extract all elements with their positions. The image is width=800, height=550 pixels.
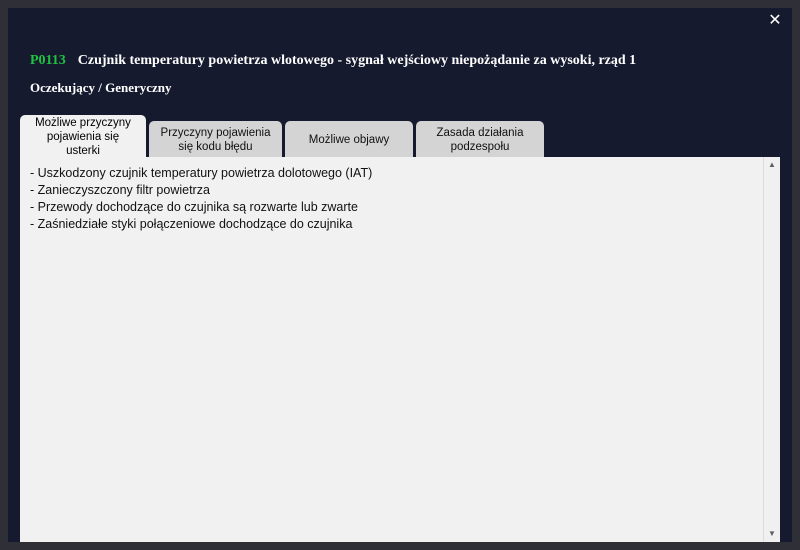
list-item: - Zanieczyszczony filtr powietrza (30, 183, 210, 197)
tab-operating-principle[interactable] (416, 121, 544, 157)
list-item: - Przewody dochodzące do czujnika są rozwarte lub zwarte (30, 200, 358, 214)
tab-possible-causes-line2: pojawienia się usterki (46, 131, 120, 157)
dialog-titlebar (8, 8, 792, 34)
tab-code-reasons-line2: się kodu błędu (178, 141, 253, 153)
fault-code-line (30, 52, 792, 69)
tab-bar (20, 115, 547, 157)
tab-operating-principle-line1: Zasada działania (436, 127, 524, 139)
fault-description: Czujnik temperatury powietrza wlotowego - sygnał wejściowy niepożądanie za wysoki, rząd 1 (77, 53, 637, 68)
list-item: - Zaśniedziałe styki połączeniowe dochodzące do czujnika (30, 217, 353, 231)
fault-code-dialog (8, 8, 792, 542)
vertical-scrollbar[interactable] (763, 157, 780, 542)
tab-possible-causes-line1: Możliwe przyczyny (35, 117, 131, 129)
fault-status: Oczekujący / Generyczny (30, 80, 172, 95)
tab-possible-symptoms-line1: Możliwe objawy (308, 134, 390, 146)
scroll-down-icon[interactable]: ▼ (764, 526, 780, 542)
tab-operating-principle-line2: podzespołu (450, 141, 510, 153)
list-item: - Uszkodzony czujnik temperatury powietrza dolotowego (IAT) (30, 166, 373, 180)
content-panel (20, 157, 780, 542)
tab-possible-causes[interactable] (20, 115, 146, 157)
tab-code-reasons[interactable] (149, 121, 282, 157)
cause-list (20, 157, 764, 241)
tab-code-reasons-line1: Przyczyny pojawienia (160, 127, 271, 139)
fault-code: P0113 (30, 53, 66, 68)
fault-header (8, 34, 792, 96)
scroll-up-icon[interactable]: ▲ (764, 157, 780, 173)
tab-possible-symptoms[interactable] (285, 121, 413, 157)
close-icon[interactable]: ✕ (768, 12, 782, 29)
